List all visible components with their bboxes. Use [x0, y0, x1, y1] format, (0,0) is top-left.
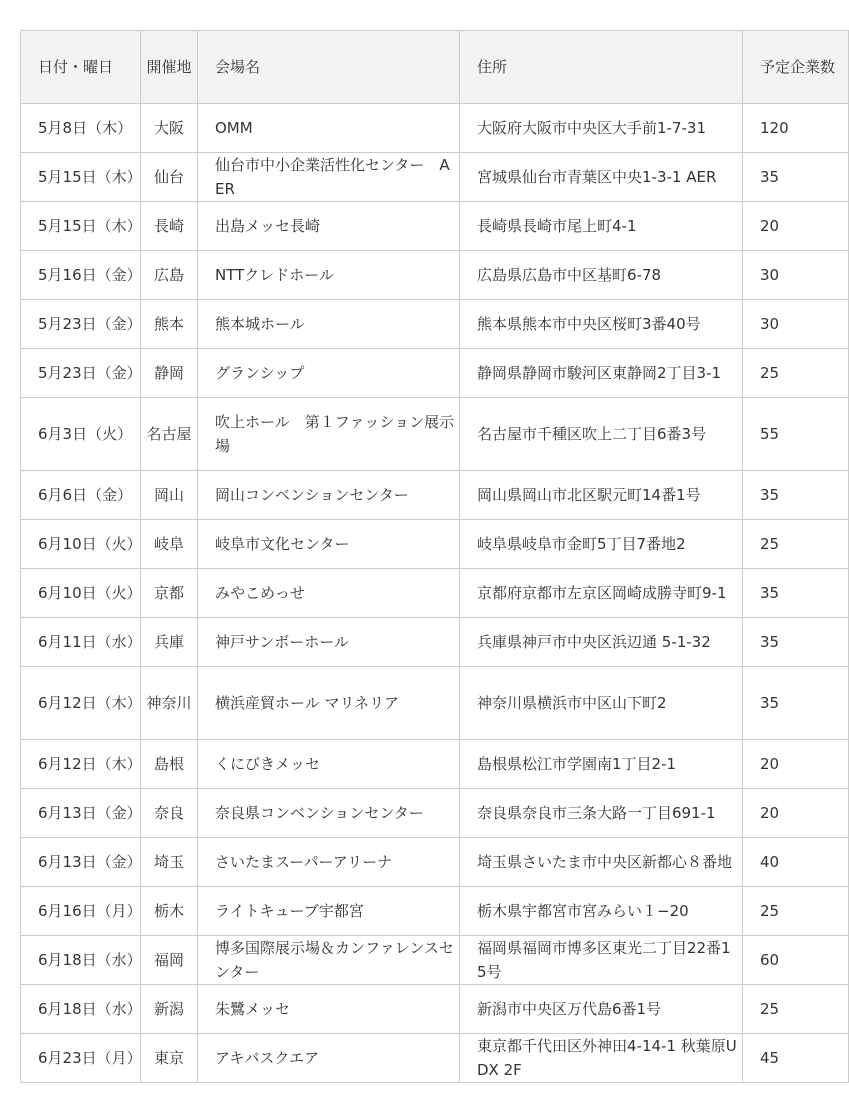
cell-pref: 熊本 [141, 300, 198, 349]
cell-pref: 島根 [141, 740, 198, 789]
table-row [21, 789, 849, 838]
table-row [21, 740, 849, 789]
cell-count: 30 [743, 300, 849, 349]
cell-date: 5月23日（金） [21, 349, 141, 398]
cell-pref: 神奈川 [141, 667, 198, 740]
cell-venue: 吹上ホール 第１ファッション展示場 [198, 398, 460, 471]
cell-address: 大阪府大阪市中央区大手前1-7-31 [460, 104, 743, 153]
cell-venue: 横浜産貿ホール マリネリア [198, 667, 460, 740]
header-venue: 会場名 [198, 31, 460, 104]
cell-address: 東京都千代田区外神田4-14-1 秋葉原UDX 2F [460, 1034, 743, 1083]
cell-address: 新潟市中央区万代島6番1号 [460, 985, 743, 1034]
cell-venue: 奈良県コンベンションセンター [198, 789, 460, 838]
header-row [21, 31, 849, 104]
cell-count: 30 [743, 251, 849, 300]
cell-count: 35 [743, 618, 849, 667]
cell-date: 5月8日（木） [21, 104, 141, 153]
cell-address: 栃木県宇都宮市宮みらい１−20 [460, 887, 743, 936]
table-row [21, 349, 849, 398]
cell-venue: くにびきメッセ [198, 740, 460, 789]
cell-date: 6月13日（金） [21, 789, 141, 838]
table-row [21, 936, 849, 985]
cell-address: 奈良県奈良市三条大路一丁目691-1 [460, 789, 743, 838]
table-row [21, 1034, 849, 1083]
cell-pref: 岡山 [141, 471, 198, 520]
cell-date: 6月23日（月） [21, 1034, 141, 1083]
cell-pref: 栃木 [141, 887, 198, 936]
cell-date: 6月13日（金） [21, 838, 141, 887]
cell-count: 120 [743, 104, 849, 153]
cell-address: 島根県松江市学園南1丁目2-1 [460, 740, 743, 789]
cell-address: 熊本県熊本市中央区桜町3番40号 [460, 300, 743, 349]
table-row [21, 104, 849, 153]
cell-venue: 岐阜市文化センター [198, 520, 460, 569]
cell-venue: アキバスクエア [198, 1034, 460, 1083]
table-body [21, 104, 849, 1083]
table-row [21, 618, 849, 667]
cell-date: 5月15日（木） [21, 202, 141, 251]
cell-venue: 博多国際展示場＆カンファレンスセンター [198, 936, 460, 985]
table-row [21, 838, 849, 887]
header-date: 日付・曜日 [21, 31, 141, 104]
cell-address: 兵庫県神戸市中央区浜辺通 5-1-32 [460, 618, 743, 667]
cell-venue: ライトキューブ宇都宮 [198, 887, 460, 936]
cell-pref: 埼玉 [141, 838, 198, 887]
cell-address: 埼玉県さいたま市中央区新都心８番地 [460, 838, 743, 887]
cell-venue: みやこめっせ [198, 569, 460, 618]
header-pref: 開催地 [141, 31, 198, 104]
cell-address: 福岡県福岡市博多区東光二丁目22番15号 [460, 936, 743, 985]
cell-count: 55 [743, 398, 849, 471]
cell-date: 6月12日（木） [21, 740, 141, 789]
table-row [21, 153, 849, 202]
cell-venue: 仙台市中小企業活性化センター AER [198, 153, 460, 202]
cell-date: 6月10日（火） [21, 520, 141, 569]
cell-date: 6月10日（火） [21, 569, 141, 618]
cell-pref: 仙台 [141, 153, 198, 202]
cell-venue: グランシップ [198, 349, 460, 398]
table-row [21, 471, 849, 520]
header-count: 予定企業数 [743, 31, 849, 104]
cell-date: 5月15日（木） [21, 153, 141, 202]
event-schedule-table [20, 30, 849, 1083]
cell-pref: 岐阜 [141, 520, 198, 569]
table-row [21, 569, 849, 618]
cell-address: 神奈川県横浜市中区山下町2 [460, 667, 743, 740]
cell-count: 35 [743, 471, 849, 520]
cell-date: 5月16日（金） [21, 251, 141, 300]
cell-venue: 出島メッセ長崎 [198, 202, 460, 251]
cell-address: 京都府京都市左京区岡崎成勝寺町9-1 [460, 569, 743, 618]
cell-venue: 岡山コンベンションセンター [198, 471, 460, 520]
cell-count: 35 [743, 569, 849, 618]
cell-date: 6月11日（水） [21, 618, 141, 667]
cell-pref: 奈良 [141, 789, 198, 838]
cell-count: 60 [743, 936, 849, 985]
cell-pref: 長崎 [141, 202, 198, 251]
cell-date: 6月16日（月） [21, 887, 141, 936]
cell-date: 6月18日（水） [21, 936, 141, 985]
cell-date: 6月6日（金） [21, 471, 141, 520]
cell-count: 25 [743, 349, 849, 398]
table-row [21, 985, 849, 1034]
cell-count: 40 [743, 838, 849, 887]
table-row [21, 251, 849, 300]
cell-pref: 福岡 [141, 936, 198, 985]
cell-venue: 神戸サンボーホール [198, 618, 460, 667]
cell-pref: 兵庫 [141, 618, 198, 667]
cell-count: 20 [743, 202, 849, 251]
cell-count: 25 [743, 887, 849, 936]
cell-count: 45 [743, 1034, 849, 1083]
cell-address: 岐阜県岐阜市金町5丁目7番地2 [460, 520, 743, 569]
cell-venue: 朱鷺メッセ [198, 985, 460, 1034]
cell-count: 20 [743, 789, 849, 838]
cell-pref: 京都 [141, 569, 198, 618]
table-row [21, 887, 849, 936]
cell-date: 5月23日（金） [21, 300, 141, 349]
cell-address: 岡山県岡山市北区駅元町14番1号 [460, 471, 743, 520]
cell-count: 20 [743, 740, 849, 789]
cell-venue: OMM [198, 104, 460, 153]
cell-date: 6月3日（火） [21, 398, 141, 471]
cell-address: 広島県広島市中区基町6-78 [460, 251, 743, 300]
table-row [21, 300, 849, 349]
cell-venue: さいたまスーパーアリーナ [198, 838, 460, 887]
table-row [21, 398, 849, 471]
cell-count: 25 [743, 520, 849, 569]
cell-count: 35 [743, 153, 849, 202]
cell-pref: 名古屋 [141, 398, 198, 471]
cell-address: 名古屋市千種区吹上二丁目6番3号 [460, 398, 743, 471]
cell-pref: 静岡 [141, 349, 198, 398]
cell-date: 6月18日（水） [21, 985, 141, 1034]
cell-pref: 大阪 [141, 104, 198, 153]
cell-count: 25 [743, 985, 849, 1034]
table-row [21, 667, 849, 740]
header-address: 住所 [460, 31, 743, 104]
cell-pref: 新潟 [141, 985, 198, 1034]
table-row [21, 520, 849, 569]
cell-venue: NTTクレドホール [198, 251, 460, 300]
cell-date: 6月12日（木） [21, 667, 141, 740]
cell-pref: 広島 [141, 251, 198, 300]
cell-venue: 熊本城ホール [198, 300, 460, 349]
cell-address: 宮城県仙台市青葉区中央1-3-1 AER [460, 153, 743, 202]
table-row [21, 202, 849, 251]
cell-address: 長崎県長崎市尾上町4-1 [460, 202, 743, 251]
cell-address: 静岡県静岡市駿河区東静岡2丁目3-1 [460, 349, 743, 398]
cell-count: 35 [743, 667, 849, 740]
cell-pref: 東京 [141, 1034, 198, 1083]
